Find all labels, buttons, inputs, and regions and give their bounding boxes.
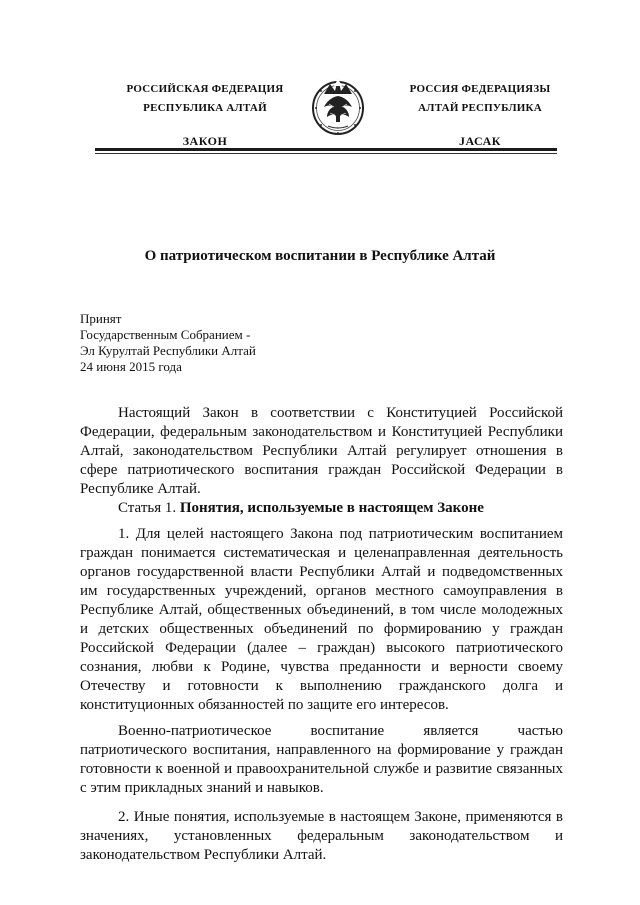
header-right-doc-type: JАСАК	[458, 134, 501, 148]
preamble-paragraph: Настоящий Закон в соответствии с Конституцией Российской Федерации, федеральным законодательством и Конституцией Республики Алтай, законодательством Республики Алтай регулирует отношения в сфере патриотического воспитания граждан Российской Федерации в Республике Алтай.	[80, 405, 563, 497]
adoption-line-1: Принят	[80, 311, 122, 326]
article-1-paragraph-1: 1. Для целей настоящего Закона под патриотическим воспитанием граждан понимается систематическая и целенаправленная деятельность органов государственной власти Республики Алтай и подведомственных им государственных учреждений, органов местного самоуправления в Республике Алтай, общественных объединений, в том числе молодежных и детских общественных объединений по формированию у граждан Российской Федерации (далее – граждан) высокого патриотического сознания, любви к Родине, чувства преданности и верности своему Отечеству и готовности к выполнению гражданского долга и конституционных обязанностей по защите его интересов.	[80, 526, 563, 713]
altai-republic-emblem-icon	[310, 72, 366, 138]
header-left-doc-type: ЗАКОН	[182, 134, 228, 148]
header-right-country: РОССИЯ ФЕДЕРАЦИЯЗЫ	[409, 83, 551, 95]
header-left-country: РОССИЙСКАЯ ФЕДЕРАЦИЯ	[126, 83, 284, 95]
article-1-number: Статья 1.	[118, 500, 177, 516]
header-divider-thin	[95, 153, 557, 154]
header-right-altai	[370, 80, 590, 151]
article-1-title: Понятия, используемые в настоящем Законе	[179, 500, 484, 516]
header-divider-thick	[95, 148, 557, 151]
header-right-republic: АЛТАЙ РЕСПУБЛИКА	[418, 102, 542, 114]
header-left-republic: РЕСПУБЛИКА АЛТАЙ	[143, 102, 267, 114]
adoption-date: 24 июня 2015 года	[80, 359, 182, 374]
article-1-heading	[80, 499, 563, 518]
article-1-paragraph-2: Военно-патриотическое воспитание является частью патриотического воспитания, направленного на формирование у граждан готовности к военной и правоохранительной службе и развитие связанных с этим прикладных знаний и навыков.	[80, 723, 563, 796]
article-1-paragraph-3: 2. Иные понятия, используемые в настоящем Законе, применяются в значениях, установленных федеральным законодательством и законодательством Республики Алтай.	[80, 809, 563, 863]
adoption-line-3: Эл Курултай Республики Алтай	[80, 343, 256, 358]
header-left-russian	[95, 80, 315, 151]
law-title: О патриотическом воспитании в Республике Алтай	[144, 248, 496, 264]
adoption-line-2: Государственным Собранием -	[80, 327, 251, 342]
adoption-block	[80, 311, 380, 375]
law-body	[80, 404, 563, 865]
